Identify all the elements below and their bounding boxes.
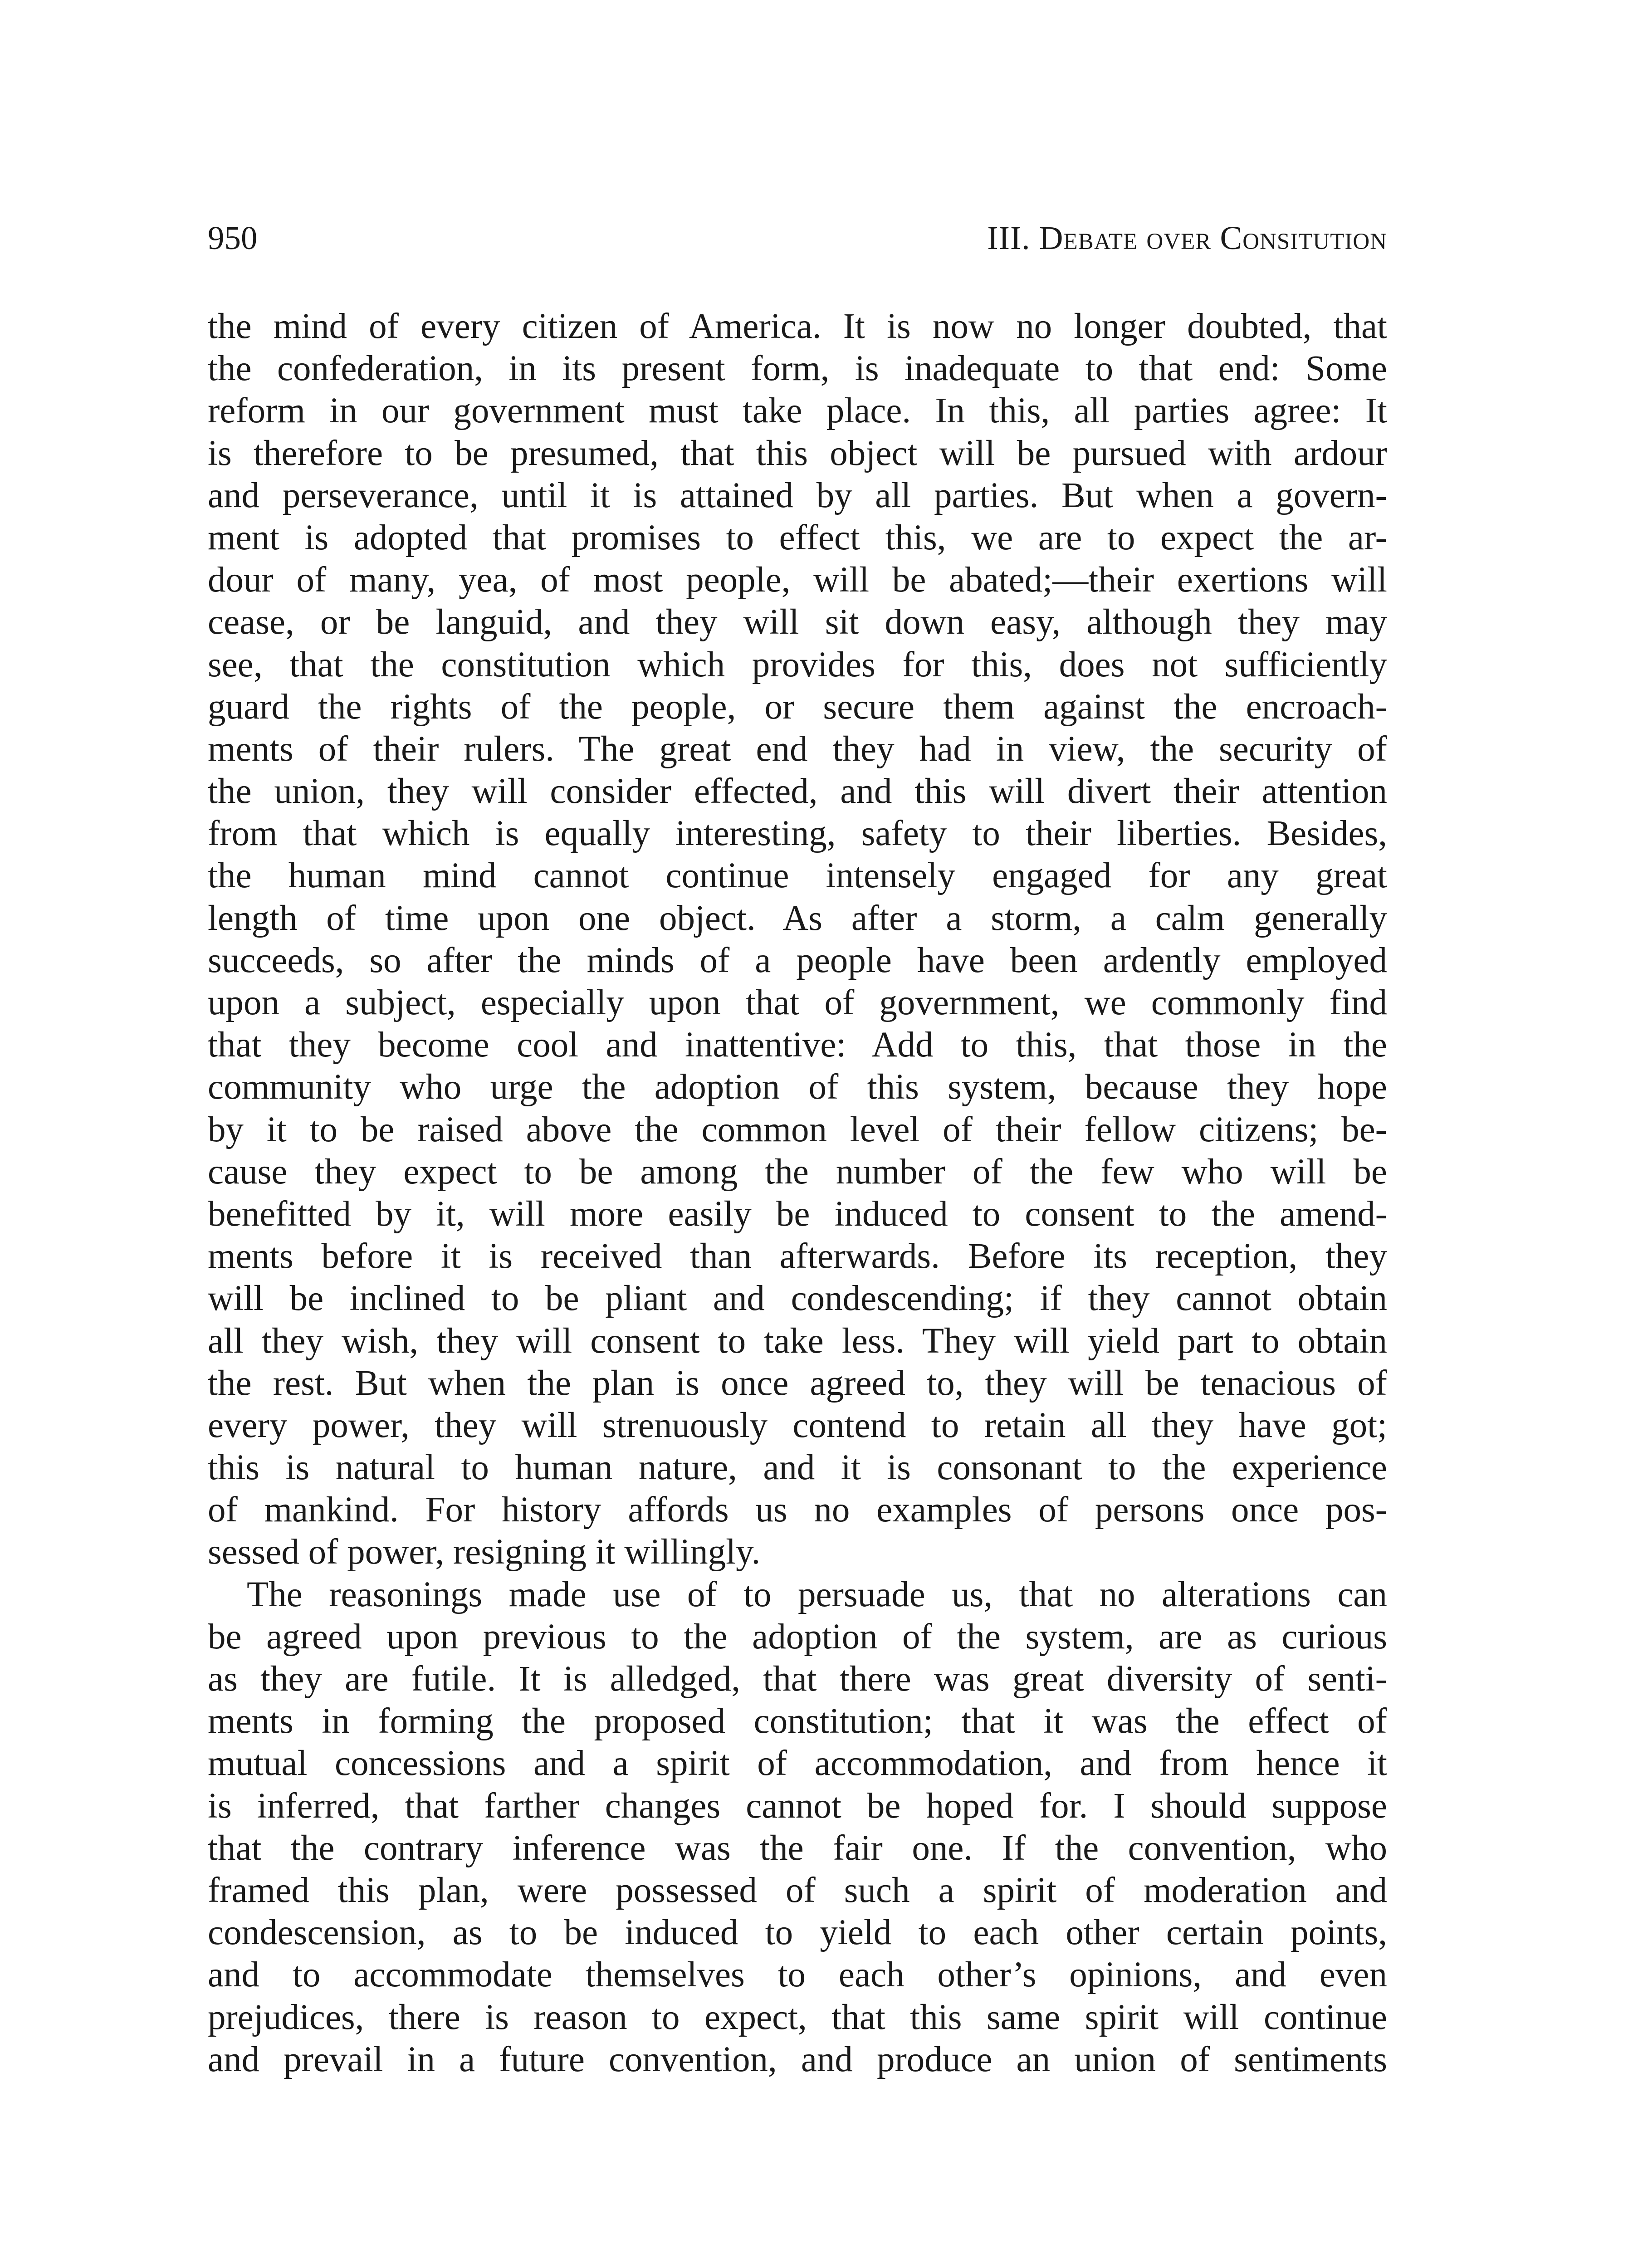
text-line: the union, they will consider effected, and this will divert their attention bbox=[208, 772, 1387, 811]
text-line: reform in our government must take place. In this, all parties agree: It bbox=[208, 391, 1387, 431]
text-line: community who urge the adoption of this system, because they hope bbox=[208, 1067, 1387, 1107]
text-line: framed this plan, were possessed of such a spirit of moderation and bbox=[208, 1870, 1387, 1910]
text-line: all they wish, they will consent to take less. They will yield part to obtain bbox=[208, 1321, 1387, 1361]
paragraph-2 bbox=[208, 1574, 1387, 2081]
text-line: every power, they will strenuously contend to retain all they have got; bbox=[208, 1405, 1387, 1445]
text-line: prejudices, there is reason to expect, that this same spirit will continue bbox=[208, 1997, 1387, 2037]
text-line: is therefore to be presumed, that this object will be pursued with ardour bbox=[208, 433, 1387, 473]
text-line: and perseverance, until it is attained by all parties. But when a govern- bbox=[208, 475, 1387, 515]
text-line: is inferred, that farther changes cannot be hoped for. I should suppose bbox=[208, 1786, 1387, 1826]
text-line: from that which is equally interesting, safety to their liberties. Besides, bbox=[208, 814, 1387, 854]
text-line: the confederation, in its present form, is inadequate to that end: Some bbox=[208, 349, 1387, 389]
text-line: ments of their rulers. The great end they had in view, the security of bbox=[208, 729, 1387, 769]
text-line: cease, or be languid, and they will sit down easy, although they may bbox=[208, 602, 1387, 642]
text-line: sessed of power, resigning it willingly. bbox=[208, 1532, 761, 1572]
section-title: III. Debate over Consitution bbox=[987, 220, 1387, 256]
text-line: by it to be raised above the common level of their fellow citizens; be- bbox=[208, 1110, 1387, 1149]
text-line: that the contrary inference was the fair one. If the convention, who bbox=[208, 1828, 1387, 1868]
text-line: and prevail in a future convention, and produce an union of sentiments bbox=[208, 2039, 1387, 2079]
running-head bbox=[208, 213, 1387, 263]
text-line: dour of many, yea, of most people, will be abated;—their exertions will bbox=[208, 560, 1387, 600]
text-line: the mind of every citizen of America. It is now no longer doubted, that bbox=[208, 307, 1387, 346]
text-line: ment is adopted that promises to effect this, we are to expect the ar- bbox=[208, 518, 1387, 557]
text-line: The reasonings made use of to persuade us, that no alterations can bbox=[247, 1574, 1387, 1614]
text-line: of mankind. For history affords us no examples of persons once pos- bbox=[208, 1490, 1387, 1530]
text-line: and to accommodate themselves to each other’s opinions, and even bbox=[208, 1955, 1387, 1995]
text-line: the human mind cannot continue intensely engaged for any great bbox=[208, 856, 1387, 896]
text-line: condescension, as to be induced to yield to each other certain points, bbox=[208, 1913, 1387, 1953]
text-line: cause they expect to be among the number of the few who will be bbox=[208, 1152, 1387, 1192]
paragraph-1 bbox=[208, 305, 1387, 1574]
text-line: see, that the constitution which provides for this, does not sufficiently bbox=[208, 645, 1387, 684]
body-text bbox=[208, 305, 1387, 2081]
text-line: ments before it is received than afterwards. Before its reception, they bbox=[208, 1237, 1387, 1276]
text-line: length of time upon one object. As after a storm, a calm generally bbox=[208, 898, 1387, 938]
text-line: upon a subject, especially upon that of government, we commonly find bbox=[208, 983, 1387, 1022]
text-line: will be inclined to be pliant and condescending; if they cannot obtain bbox=[208, 1279, 1387, 1319]
text-line: succeeds, so after the minds of a people have been ardently employed bbox=[208, 940, 1387, 980]
text-line: this is natural to human nature, and it is consonant to the experience bbox=[208, 1448, 1387, 1488]
page-number: 950 bbox=[208, 220, 258, 256]
text-line: benefitted by it, will more easily be induced to consent to the amend- bbox=[208, 1194, 1387, 1234]
text-line: that they become cool and inattentive: Add to this, that those in the bbox=[208, 1025, 1387, 1065]
text-line: be agreed upon previous to the adoption of the system, are as curious bbox=[208, 1617, 1387, 1657]
text-line: as they are futile. It is alledged, that there was great diversity of senti- bbox=[208, 1659, 1387, 1699]
text-line: guard the rights of the people, or secure them against the encroach- bbox=[208, 687, 1387, 727]
text-line: ments in forming the proposed constitution; that it was the effect of bbox=[208, 1701, 1387, 1741]
text-line: the rest. But when the plan is once agreed to, they will be tenacious of bbox=[208, 1363, 1387, 1403]
text-line: mutual concessions and a spirit of accommodation, and from hence it bbox=[208, 1744, 1387, 1784]
